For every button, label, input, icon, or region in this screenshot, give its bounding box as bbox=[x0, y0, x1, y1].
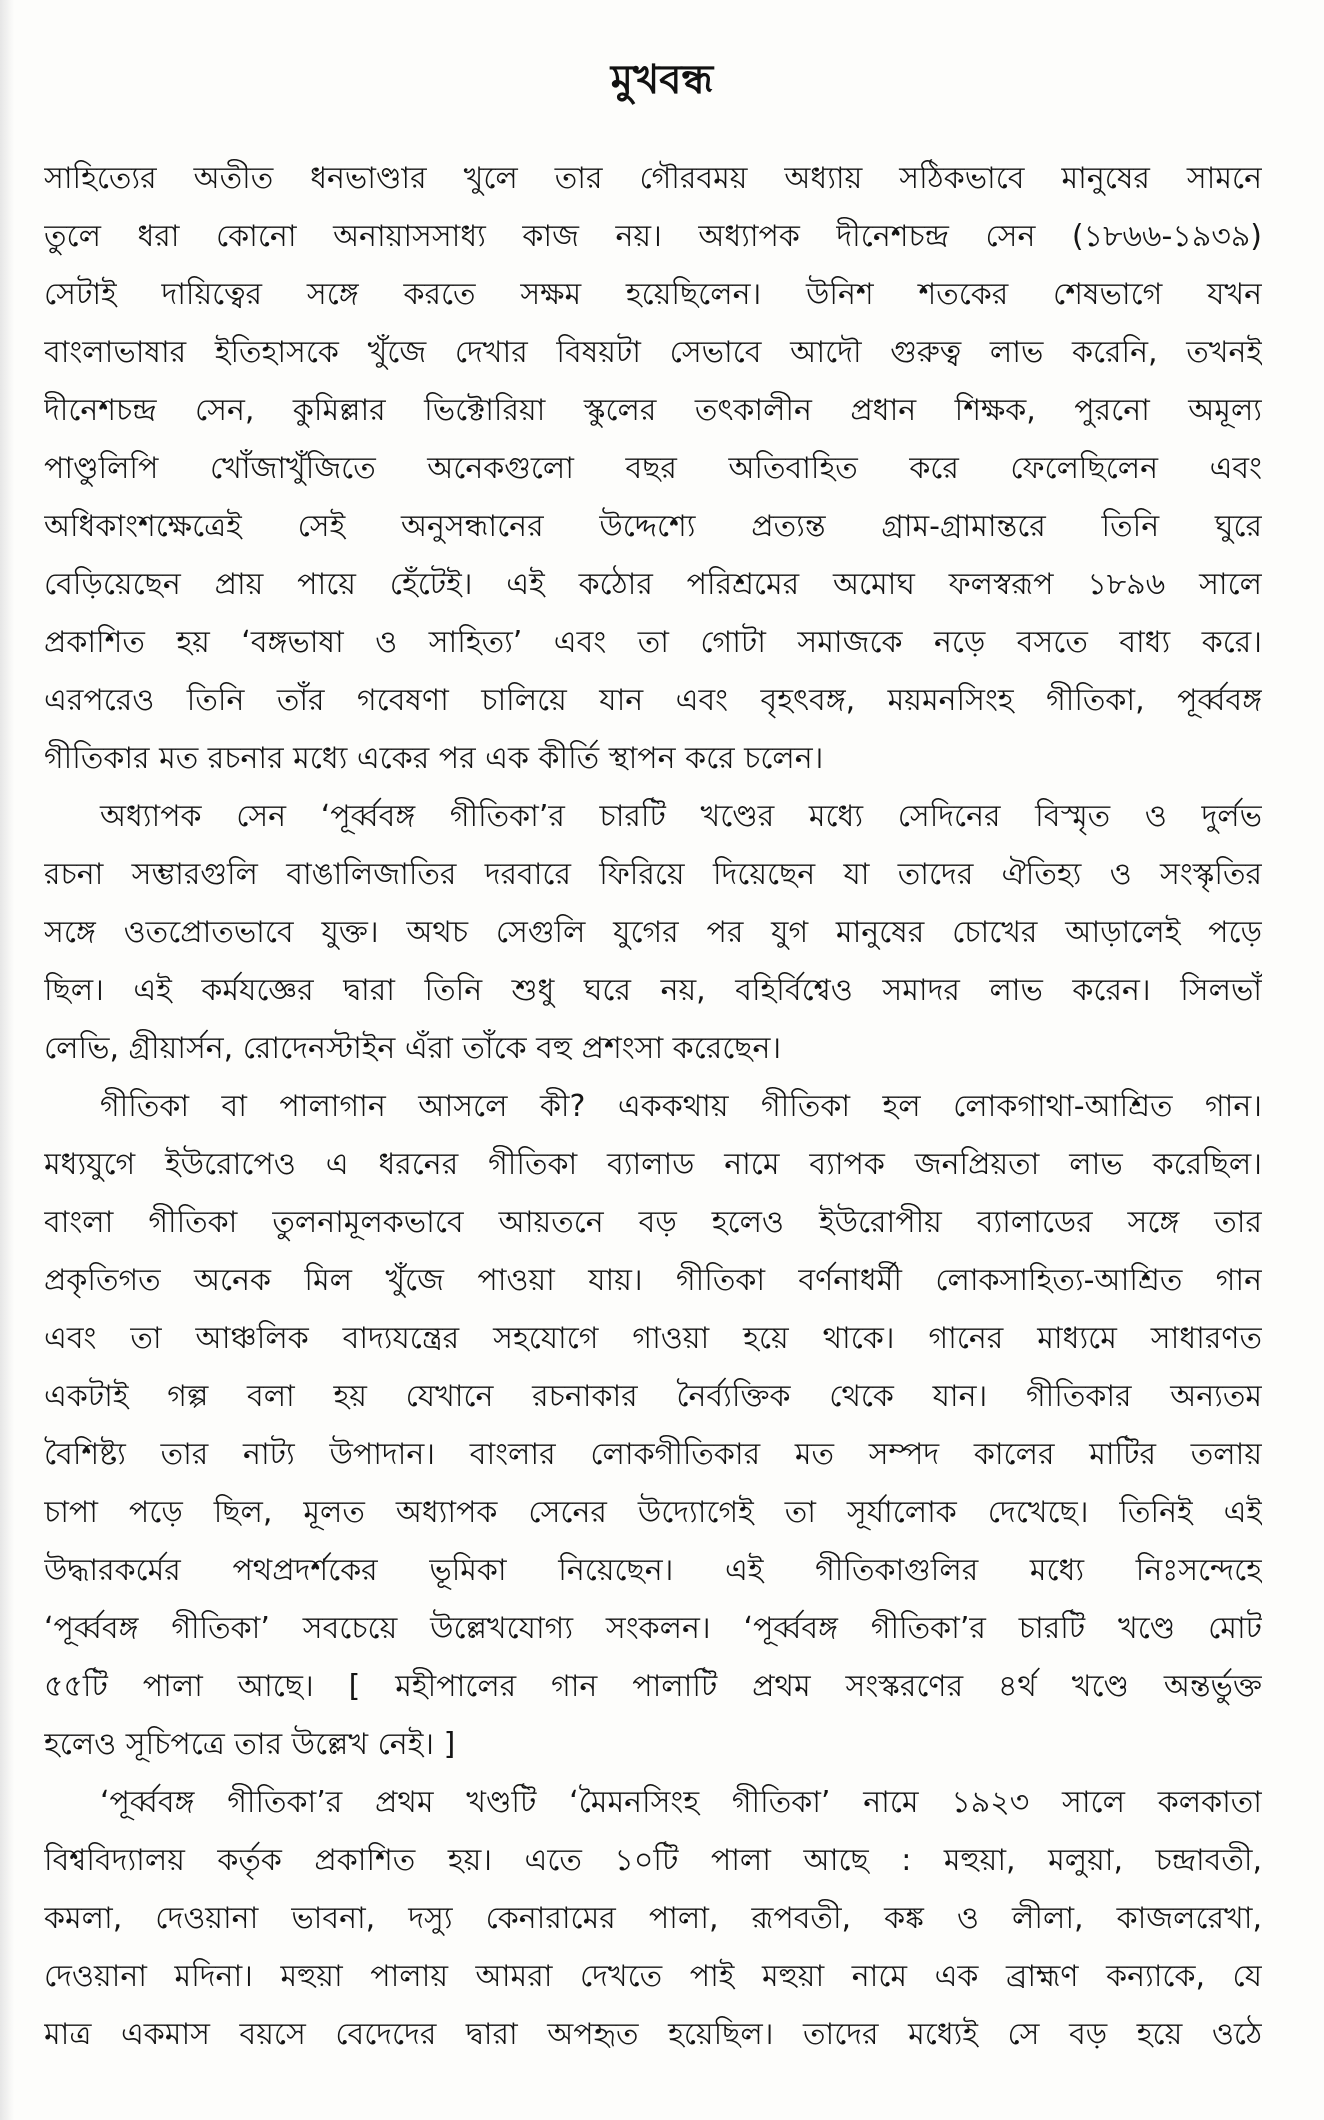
text-line: এবং তা আঞ্চলিক বাদ্যযন্ত্রের সহযোগে গাওয়া হয়ে থাকে। গানের মাধ্যমে সাধারণত bbox=[44, 1321, 1262, 1356]
page-title: মুখবন্ধ bbox=[610, 57, 714, 103]
page-gutter-shadow bbox=[0, 0, 14, 2120]
text-line: গীতিকার মত রচনার মধ্যে একের পর এক কীর্তি স্থাপন করে চলেন। bbox=[44, 741, 824, 776]
text-line: তুলে ধরা কোনো অনায়াসসাধ্য কাজ নয়। অধ্যাপক দীনেশচন্দ্র সেন (১৮৬৬-১৯৩৯) bbox=[44, 219, 1262, 254]
text-line: রচনা সম্ভারগুলি বাঙালিজাতির দরবারে ফিরিয়ে দিয়েছেন যা তাদের ঐতিহ্য ও সংস্কৃতির bbox=[44, 857, 1262, 892]
text-line: লেভি, গ্রীয়ার্সন, রোদেনস্টাইন এঁরা তাঁকে বহু প্রশংসা করেছেন। bbox=[44, 1031, 782, 1066]
text-line: চাপা পড়ে ছিল, মূলত অধ্যাপক সেনের উদ্যোগেই তা সূর্যালোক দেখেছে। তিনিই এই bbox=[44, 1495, 1262, 1530]
text-line: ৫৫টি পালা আছে। [ মহীপালের গান পালাটি প্রথম সংস্করণের ৪র্থ খণ্ডে অন্তর্ভুক্ত bbox=[44, 1669, 1262, 1704]
text-line: বেড়িয়েছেন প্রায় পায়ে হেঁটেই। এই কঠোর পরিশ্রমের অমোঘ ফলস্বরূপ ১৮৯৬ সালে bbox=[44, 567, 1262, 602]
text-line: দেওয়ানা মদিনা। মহুয়া পালায় আমরা দেখতে পাই মহুয়া নামে এক ব্রাহ্মণ কন্যাকে, যে bbox=[44, 1959, 1262, 1994]
text-line: বিশ্ববিদ্যালয় কর্তৃক প্রকাশিত হয়। এতে ১০টি পালা আছে : মহুয়া, মলুয়া, চন্দ্রাবতী, bbox=[44, 1843, 1262, 1878]
body-text bbox=[44, 150, 1262, 2064]
text-line: বাংলাভাষার ইতিহাসকে খুঁজে দেখার বিষয়টা সেভাবে আদৌ গুরুত্ব লাভ করেনি, তখনই bbox=[44, 335, 1262, 370]
text-line: অধ্যাপক সেন ‘পূর্ব্ববঙ্গ গীতিকা’র চারটি খণ্ডের মধ্যে সেদিনের বিস্মৃত ও দুর্লভ bbox=[100, 799, 1262, 834]
text-line: সাহিত্যের অতীত ধনভাণ্ডার খুলে তার গৌরবময় অধ্যায় সঠিকভাবে মানুষের সামনে bbox=[44, 161, 1262, 196]
text-line: গীতিকা বা পালাগান আসলে কী? এককথায় গীতিকা হল লোকগাথা-আশ্রিত গান। bbox=[100, 1089, 1262, 1124]
text-line: পাণ্ডুলিপি খোঁজাখুঁজিতে অনেকগুলো বছর অতিবাহিত করে ফেলেছিলেন এবং bbox=[44, 451, 1262, 486]
text-line: অধিকাংশক্ষেত্রেই সেই অনুসন্ধানের উদ্দেশ্যে প্রত্যন্ত গ্রাম-গ্রামান্তরে তিনি ঘুরে bbox=[44, 509, 1262, 544]
text-line: প্রকাশিত হয় ‘বঙ্গভাষা ও সাহিত্য’ এবং তা গোটা সমাজকে নড়ে বসতে বাধ্য করে। bbox=[44, 625, 1262, 660]
text-line: কমলা, দেওয়ানা ভাবনা, দস্যু কেনারামের পালা, রূপবতী, কঙ্ক ও লীলা, কাজলরেখা, bbox=[44, 1901, 1262, 1936]
text-line: ‘পূর্ব্ববঙ্গ গীতিকা’ সবচেয়ে উল্লেখযোগ্য সংকলন। ‘পূর্ব্ববঙ্গ গীতিকা’র চারটি খণ্ডে মোট bbox=[44, 1611, 1262, 1646]
text-line: এরপরেও তিনি তাঁর গবেষণা চালিয়ে যান এবং বৃহৎবঙ্গ, ময়মনসিংহ গীতিকা, পূর্ব্ববঙ্গ bbox=[44, 683, 1262, 718]
text-line: একটাই গল্প বলা হয় যেখানে রচনাকার নৈর্ব্যক্তিক থেকে যান। গীতিকার অন্যতম bbox=[44, 1379, 1262, 1414]
text-line: দীনেশচন্দ্র সেন, কুমিল্লার ভিক্টোরিয়া স্কুলের তৎকালীন প্রধান শিক্ষক, পুরনো অমূল্য bbox=[44, 393, 1262, 428]
text-line: হলেও সূচিপত্রে তার উল্লেখ নেই। ] bbox=[44, 1727, 456, 1762]
text-line: বাংলা গীতিকা তুলনামূলকভাবে আয়তনে বড় হলেও ইউরোপীয় ব্যালাডের সঙ্গে তার bbox=[44, 1205, 1262, 1240]
text-line: বৈশিষ্ট্য তার নাট্য উপাদান। বাংলার লোকগীতিকার মত সম্পদ কালের মাটির তলায় bbox=[44, 1437, 1262, 1472]
text-line: প্রকৃতিগত অনেক মিল খুঁজে পাওয়া যায়। গীতিকা বর্ণনাধর্মী লোকসাহিত্য-আশ্রিত গান bbox=[44, 1263, 1262, 1298]
text-line: মধ্যযুগে ইউরোপেও এ ধরনের গীতিকা ব্যালাড নামে ব্যাপক জনপ্রিয়তা লাভ করেছিল। bbox=[44, 1147, 1262, 1182]
text-line: সঙ্গে ওতপ্রোতভাবে যুক্ত। অথচ সেগুলি যুগের পর যুগ মানুষের চোখের আড়ালেই পড়ে bbox=[44, 915, 1262, 950]
text-line: উদ্ধারকর্মের পথপ্রদর্শকের ভূমিকা নিয়েছেন। এই গীতিকাগুলির মধ্যে নিঃসন্দেহে bbox=[44, 1553, 1262, 1588]
text-line: ছিল। এই কর্মযজ্ঞের দ্বারা তিনি শুধু ঘরে নয়, বহির্বিশ্বেও সমাদর লাভ করেন। সিলভাঁ bbox=[44, 973, 1262, 1008]
text-line: সেটাই দায়িত্বের সঙ্গে করতে সক্ষম হয়েছিলেন। উনিশ শতকের শেষভাগে যখন bbox=[44, 277, 1262, 312]
text-line: ‘পূর্ব্ববঙ্গ গীতিকা’র প্রথম খণ্ডটি ‘মৈমনসিংহ গীতিকা’ নামে ১৯২৩ সালে কলকাতা bbox=[100, 1785, 1262, 1820]
text-line: মাত্র একমাস বয়সে বেদেদের দ্বারা অপহৃত হয়েছিল। তাদের মধ্যেই সে বড় হয়ে ওঠে bbox=[44, 2017, 1262, 2052]
